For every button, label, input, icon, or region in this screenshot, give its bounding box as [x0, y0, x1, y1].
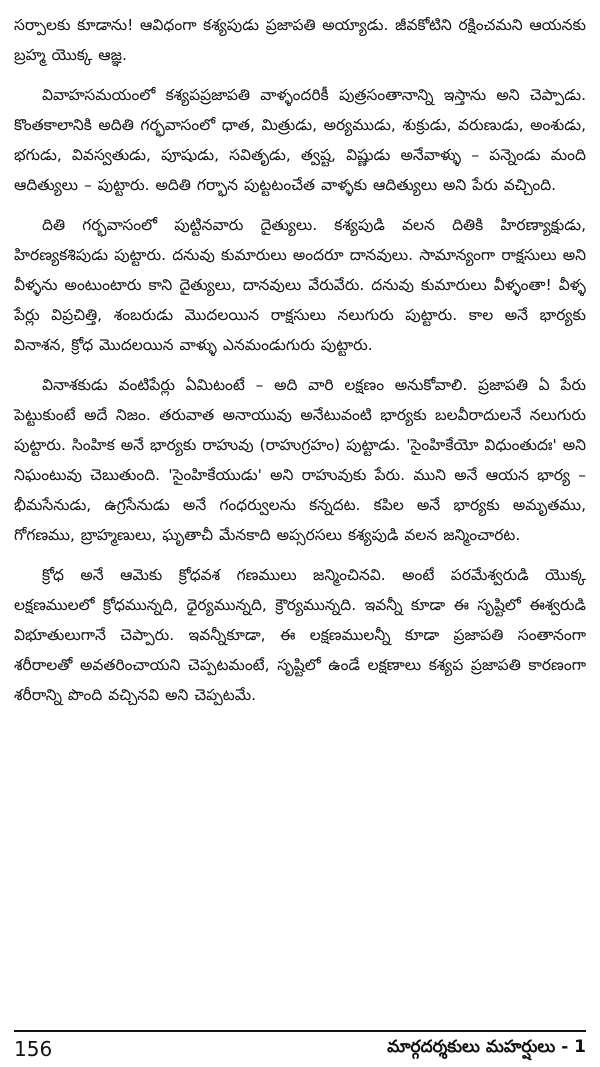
- page-number: 156: [14, 1037, 53, 1061]
- paragraph-daityas: దితి గర్భవాసంలో పుట్టినవారు దైత్యులు. కశ్యపుడి వలన దితికి హిరణ్యాక్షుడు, హిరణ్యకశిపుడు పుట్టారు. దనువు కుమారులు అందరూ దానవులు. సామాన్యంగా రాక్షసులు అని వీళ్ళను అంటుంటారు కాని దైత్యులు, దానవులు వేరువేరు. దనువు కుమారులు వీళ్ళంతా! వీళ్ళ పేర్లు విప్రచిత్తి, శంబరుడు మొదలయిన రాక్షసులు నలుగురు పుట్టారు. కాల అనే భార్యకు వినాశన, క్రోధ మొదలయిన వాళ్ళు ఎనమండుగురు పుట్టారు.: [14, 216, 586, 354]
- paragraph-continuation: సర్పాలకు కూడాను! ఆవిధంగా కశ్యపుడు ప్రజాపతి అయ్యాడు. జీవకోటిని రక్షించమని ఆయనకు బ్రహ్మ యొక్క ఆజ్ఞ.: [14, 16, 586, 64]
- paragraph-adityas: వివాహసమయంలో కశ్యపప్రజాపతి వాళ్ళందరికీ పుత్రసంతానాన్ని ఇస్తాను అని చెప్పాడు. కొంతకాలానికి అదితి గర్భవాసంలో ధాత, మిత్రుడు, అర్యముడు, శుక్రుడు, వరుణుడు, అంశుడు, భగుడు, వివస్వతుడు, పూషుడు, సవితృడు, త్వష్ట, విష్ణుడు అనేవాళ్ళు – పన్నెండు మంది ఆదిత్యులు – పుట్టారు. అదితి గర్భాన పుట్టటంచేత వాళ్ళకు ఆదిత్యులు అని పేరు వచ్చింది.: [14, 86, 586, 194]
- running-title: మార్గదర్శకులు మహర్షులు - 1: [387, 1037, 586, 1057]
- paragraph-krodha: క్రోధ అనే ఆమెకు క్రోధవశ గణములు జన్మించినవి. అంటే పరమేశ్వరుడి యొక్క లక్షణములలో క్రోధమున్నది, ధైర్యమున్నది, క్రౌర్యమున్నది. ఇవన్నీ కూడా ఈ సృష్టిలో ఈశ్వరుడి విభూతులుగానే చెప్పారు. ఇవన్నీకూడా, ఈ లక్షణములన్నీ కూడా ప్రజాపతి సంతానంగా శరీరాలతో అవతరించాయని చెప్పటమంటే, సృష్టిలో ఉండే లక్షణాలు కశ్యప ప్రజాపతి కారణంగా శరీరాన్ని పొంది వచ్చినవి అని చెప్పటమే.: [14, 566, 586, 704]
- footer-divider: [14, 1030, 586, 1032]
- paragraph-rahu: వినాశకుడు వంటిపేర్లు ఏమిటంటే – అది వారి లక్షణం అనుకోవాలి. ప్రజాపతి ఏ పేరు పెట్టుకుంటే అదే నిజం. తరువాత అనాయువు అనేటువంటి భార్యకు బలవీరాదులనే నలుగురు పుట్టారు. సింహిక అనే భార్యకు రాహువు (రాహుగ్రహం) పుట్టాడు. 'సైంహికేయో విధుంతుదః' అని నిఘంటువు చెబుతుంది. 'సైంహికేయుడు' అని రాహువుకు పేరు. ముని అనే ఆయన భార్య – భీమసేనుడు, ఉగ్రసేనుడు అనే గంధర్వులను కన్నదట. కపిల అనే భార్యకు అమృతము, గోగణము, బ్రాహ్మణులు, ఘృతాచీ మేనకాది అప్సరసలు కశ్యపుడి వలన జన్మించారట.: [14, 376, 586, 544]
- page-footer: [14, 1035, 586, 1063]
